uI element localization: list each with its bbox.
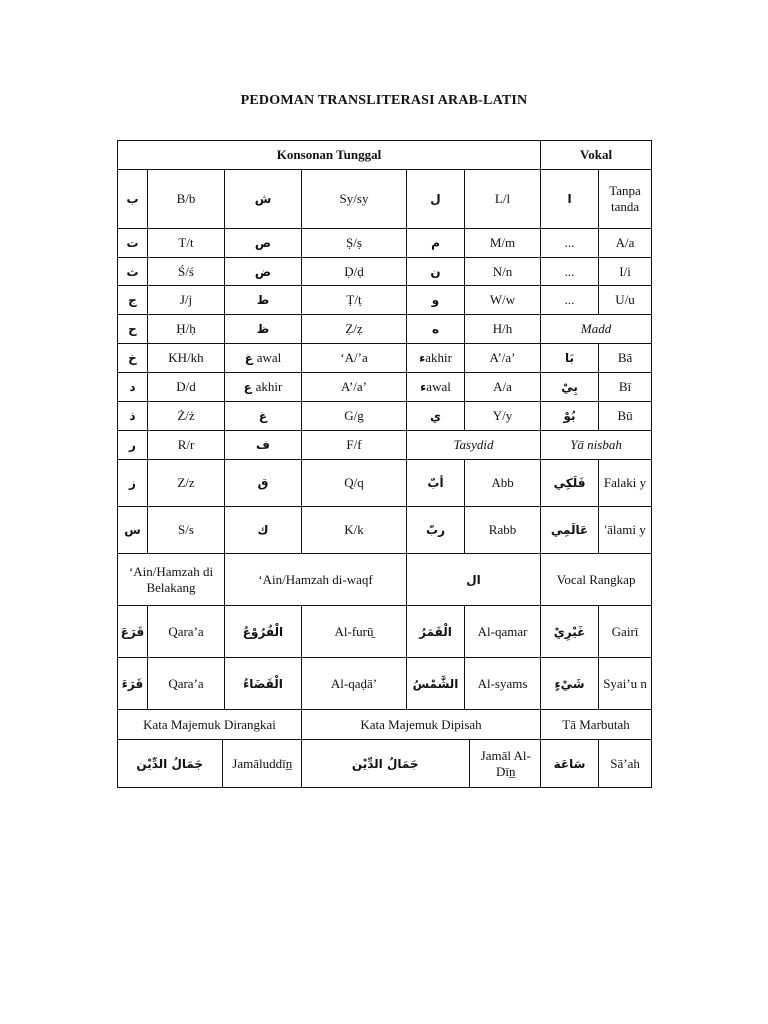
consonant-ain-akhir: ع akhir [225,373,302,402]
consonant-arabic: غ [225,402,302,431]
consonant-hamzah-awal: ءawal [407,373,465,402]
consonant-arabic: و [407,286,465,315]
dipisah-cell [302,740,541,788]
consonant-arabic: ق [225,460,302,507]
consonant-latin: G/g [302,402,407,431]
consonant-latin: A’/a’ [302,373,407,402]
example-arabic: قَرَعَ [118,606,148,658]
consonant-latin: Q/q [302,460,407,507]
consonant-latin: Z/z [148,460,225,507]
vokal-latin: U/u [599,286,652,315]
consonant-latin: Ẓ/ẓ [302,315,407,344]
ya-nisbah-label: Yā nisbah [541,431,652,460]
example-latin: Al-qaḍā’ [302,658,407,710]
consonant-latin: Ṭ/ṭ [302,286,407,315]
consonant-arabic: ذ [118,402,148,431]
consonant-arabic: ظ [225,315,302,344]
consonant-latin: B/b [148,170,225,229]
consonant-latin: Y/y [465,402,541,431]
example-latin: Al-syams [465,658,541,710]
example-arabic: غَيْرِيْ [541,606,599,658]
consonant-latin: T/t [148,229,225,258]
consonant-latin: H/h [465,315,541,344]
dirangkai-cell [118,740,302,788]
consonant-arabic: ه [407,315,465,344]
consonant-arabic: ك [225,507,302,554]
ya-nisbah-arabic: عَالَمِي [541,507,599,554]
consonant-arabic: م [407,229,465,258]
example-arabic: قَرَءَ [118,658,148,710]
example-latin: Qara’a [148,658,225,710]
consonant-arabic: ج [118,286,148,315]
example-latin: Qara’a [148,606,225,658]
example-arabic: الشَّمْسُ [407,658,465,710]
consonant-latin: J/j [148,286,225,315]
marbutah-latin: Sā’ah [599,740,652,788]
consonant-latin: S/s [148,507,225,554]
vokal-marker: ... [541,258,599,286]
consonant-latin: K/k [302,507,407,554]
consonant-arabic: ر [118,431,148,460]
page-title: PEDOMAN TRANSLITERASI ARAB-LATIN [240,93,528,108]
consonant-latin: D/d [148,373,225,402]
consonant-hamzah-akhir: ءakhir [407,344,465,373]
dirangkai-arabic: جَمَالُ الدِّيْن [118,740,222,787]
consonant-latin: Ṣ/ṣ [302,229,407,258]
consonant-arabic: ن [407,258,465,286]
vokal-marker: ... [541,286,599,315]
header-al: ال [407,554,541,606]
vokal-latin: A/a [599,229,652,258]
consonant-arabic: ب [118,170,148,229]
example-latin: Al-furū̱ [302,606,407,658]
example-latin: Al-qamar [465,606,541,658]
vokal-marker: ... [541,229,599,258]
madd-latin: Bā [599,344,652,373]
consonant-latin: L/l [465,170,541,229]
consonant-latin: M/m [465,229,541,258]
consonant-latin: Ż/ż [148,402,225,431]
dipisah-latin: Jamāl Al-Dīn̲ [480,747,531,779]
consonant-latin: ‘A/’a [302,344,407,373]
example-arabic: الْقَمَرُ [407,606,465,658]
consonant-ain-awal: غ awal [225,344,302,373]
header-kata-majemuk-dirangkai: Kata Majemuk Dirangkai [118,710,302,740]
dirangkai-latin: Jamāluddīn̲ [232,755,293,771]
example-arabic: الْفُرُوْعُ [225,606,302,658]
consonant-latin: R/r [148,431,225,460]
consonant-latin: A’/a’ [465,344,541,373]
consonant-latin: Ḥ/ḥ [148,315,225,344]
consonant-arabic: ي [407,402,465,431]
vokal-latin: Tanpa tanda [599,170,652,229]
header-ta-marbutah: Tā Marbutah [541,710,652,740]
consonant-arabic: د [118,373,148,402]
header-ain-belakang: ‘Ain/Hamzah di Belakang [118,554,225,606]
tasydid-latin: Rabb [465,507,541,554]
consonant-arabic: س [118,507,148,554]
consonant-latin: Sy/sy [302,170,407,229]
consonant-latin: N/n [465,258,541,286]
madd-arabic: بَا [541,344,599,373]
consonant-arabic: ض [225,258,302,286]
header-vokal: Vokal [541,141,652,170]
header-kata-majemuk-dipisah: Kata Majemuk Dipisah [302,710,541,740]
tasydid-latin: Abb [465,460,541,507]
consonant-arabic: ف [225,431,302,460]
consonant-arabic: ص [225,229,302,258]
consonant-arabic: خ [118,344,148,373]
consonant-latin: A/a [465,373,541,402]
consonant-arabic: ط [225,286,302,315]
madd-label: Madd [541,315,652,344]
consonant-arabic: ش [225,170,302,229]
tasydid-label: Tasydid [407,431,541,460]
consonant-arabic: ت [118,229,148,258]
example-latin: Gairī [599,606,652,658]
consonant-latin: Ś/ś [148,258,225,286]
consonant-arabic: ث [118,258,148,286]
dipisah-arabic: جَمَالُ الدِّيْن [302,740,469,787]
vokal-arabic: ا [541,170,599,229]
consonant-latin: KH/kh [148,344,225,373]
consonant-arabic: ل [407,170,465,229]
madd-arabic: بُوْ [541,402,599,431]
ya-nisbah-latin: ʹālami y [599,507,652,554]
example-arabic: شَيْءٍ [541,658,599,710]
madd-arabic: بِيْ [541,373,599,402]
header-ain-waqf: ‘Ain/Hamzah di-waqf [225,554,407,606]
consonant-latin: W/w [465,286,541,315]
example-arabic: الْقَضَاءُ [225,658,302,710]
consonant-arabic: ز [118,460,148,507]
header-konsonan: Konsonan Tunggal [118,141,541,170]
tasydid-arabic: أبّ [407,460,465,507]
transliteration-table [117,140,652,788]
vokal-latin: I/i [599,258,652,286]
madd-latin: Bū [599,402,652,431]
madd-latin: Bī [599,373,652,402]
example-latin: Syai’u n [599,658,652,710]
marbutah-arabic: سَاعَة [541,740,599,788]
consonant-latin: Ḍ/ḍ [302,258,407,286]
header-vocal-rangkap: Vocal Rangkap [541,554,652,606]
consonant-latin: F/f [302,431,407,460]
ya-nisbah-arabic: فَلَكِي [541,460,599,507]
tasydid-arabic: ربّ [407,507,465,554]
consonant-arabic: ح [118,315,148,344]
ya-nisbah-latin: Falaki y [599,460,652,507]
